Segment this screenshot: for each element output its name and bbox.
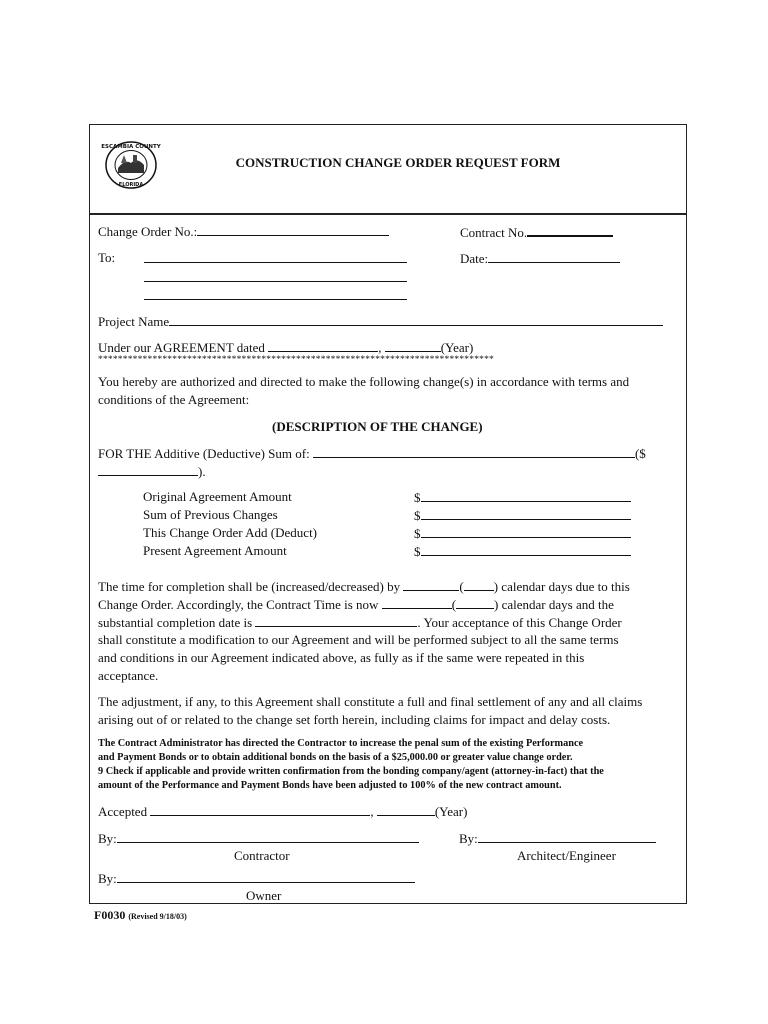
change-order-label: Change Order No.: bbox=[98, 223, 389, 239]
contractor-signature-field[interactable] bbox=[117, 830, 419, 843]
completion-line-5: and conditions in our Agreement indicated above, as fully as if the same were repeated in this bbox=[98, 650, 585, 665]
separator-stars: ******************************************************************************** bbox=[98, 355, 494, 365]
svg-text:ESCAMBIA COUNTY: ESCAMBIA COUNTY bbox=[101, 144, 161, 150]
form-title: CONSTRUCTION CHANGE ORDER REQUEST FORM bbox=[235, 155, 561, 170]
completion-days-words-field[interactable] bbox=[464, 578, 494, 591]
completion-line-2: Change Order. Accordingly, the Contract Time is now ( ) calendar days and the bbox=[98, 597, 614, 612]
adjustment-line-2: arising out of or related to the change set forth herein, including claims for impact and delay costs. bbox=[98, 712, 611, 727]
amount-input-present[interactable] bbox=[421, 543, 631, 556]
to-field-line-2[interactable] bbox=[144, 281, 407, 282]
completion-line-6: acceptance. bbox=[98, 668, 159, 683]
amount-label-present: Present Agreement Amount bbox=[143, 543, 287, 558]
amount-field-present: $ bbox=[414, 543, 631, 559]
sum-dollar-field[interactable] bbox=[98, 463, 198, 476]
amount-field-original: $ bbox=[414, 489, 631, 505]
architect-caption: Architect/Engineer bbox=[517, 848, 616, 863]
amount-input-this-order[interactable] bbox=[421, 525, 631, 538]
architect-by-line: By: bbox=[459, 830, 656, 846]
bonds-line-1: The Contract Administrator has directed the Contractor to increase the penal sum of the existing Performance bbox=[98, 738, 584, 749]
sum-dollar-line: ). bbox=[98, 463, 206, 479]
date-field[interactable] bbox=[488, 250, 620, 263]
completion-line-4: shall constitute a modification to our Agreement and will be performed subject to all the same terms bbox=[98, 632, 619, 647]
bonds-line-2: and Payment Bonds or to obtain additional bonds on the basis of a $25,000.00 or greater value change order. bbox=[98, 752, 573, 763]
date-label: Date: bbox=[460, 250, 620, 266]
to-label: To: bbox=[98, 250, 116, 265]
agreement-year-field[interactable] bbox=[385, 339, 441, 352]
agreement-date-field[interactable] bbox=[268, 339, 378, 352]
revision-date: (Revised 9/18/03) bbox=[128, 912, 187, 921]
form-header bbox=[90, 125, 686, 215]
to-field-line-1[interactable] bbox=[144, 262, 407, 263]
amount-input-previous[interactable] bbox=[421, 507, 631, 520]
amount-label-previous: Sum of Previous Changes bbox=[143, 507, 278, 522]
architect-signature-field[interactable] bbox=[478, 830, 656, 843]
authorization-line-1: You hereby are authorized and directed to make the following change(s) in accordance with terms and bbox=[98, 374, 630, 389]
contract-no-field[interactable] bbox=[527, 223, 613, 237]
form-box bbox=[89, 124, 687, 904]
contractor-by-line: By: bbox=[98, 830, 419, 846]
amount-input-original[interactable] bbox=[421, 489, 631, 502]
amount-field-this-order: $ bbox=[414, 525, 631, 541]
contractor-caption: Contractor bbox=[234, 848, 290, 863]
completion-date-field[interactable] bbox=[255, 614, 417, 627]
contract-time-words-field[interactable] bbox=[456, 596, 494, 609]
amount-label-this-order: This Change Order Add (Deduct) bbox=[143, 525, 318, 540]
contract-time-field[interactable] bbox=[382, 596, 452, 609]
completion-line-3: substantial completion date is . Your acceptance of this Change Order bbox=[98, 615, 622, 630]
completion-line-1: The time for completion shall be (increased/decreased) by ( ) calendar days due to this bbox=[98, 579, 630, 594]
amount-field-previous: $ bbox=[414, 507, 631, 523]
sum-field[interactable] bbox=[313, 445, 635, 458]
owner-caption: Owner bbox=[246, 888, 282, 903]
agreement-dated-label: Under our AGREEMENT dated , (Year) bbox=[98, 340, 474, 355]
to-field-line-3[interactable] bbox=[144, 299, 407, 300]
bonds-line-4: amount of the Performance and Payment Bonds have been adjusted to 100% of the new contract amount. bbox=[98, 780, 562, 791]
adjustment-line-1: The adjustment, if any, to this Agreement shall constitute a full and final settlement of any and all claims bbox=[98, 694, 643, 709]
form-code: F0030 (Revised 9/18/03) bbox=[94, 908, 187, 922]
contract-no-label: Contract No. bbox=[460, 223, 613, 240]
owner-signature-field[interactable] bbox=[117, 870, 415, 883]
description-heading: (DESCRIPTION OF THE CHANGE) bbox=[272, 419, 483, 434]
authorization-line-2: conditions of the Agreement: bbox=[98, 392, 250, 407]
amount-label-original: Original Agreement Amount bbox=[143, 489, 292, 504]
bonds-checkbox-line[interactable]: 9 Check if applicable and provide written confirmation from the bonding company/agent (attorney-in-fact) that the bbox=[98, 766, 604, 777]
completion-days-field[interactable] bbox=[403, 578, 459, 591]
owner-by-line: By: bbox=[98, 870, 415, 886]
change-order-field[interactable] bbox=[197, 223, 389, 236]
accepted-line: Accepted , (Year) bbox=[98, 804, 468, 819]
project-name-label: Project Name bbox=[98, 313, 663, 329]
sum-label: FOR THE Additive (Deductive) Sum of: ($ bbox=[98, 446, 646, 461]
svg-text:FLORIDA: FLORIDA bbox=[118, 182, 144, 188]
project-name-field[interactable] bbox=[169, 313, 663, 326]
accepted-date-field[interactable] bbox=[150, 803, 370, 816]
accepted-year-field[interactable] bbox=[377, 803, 435, 816]
